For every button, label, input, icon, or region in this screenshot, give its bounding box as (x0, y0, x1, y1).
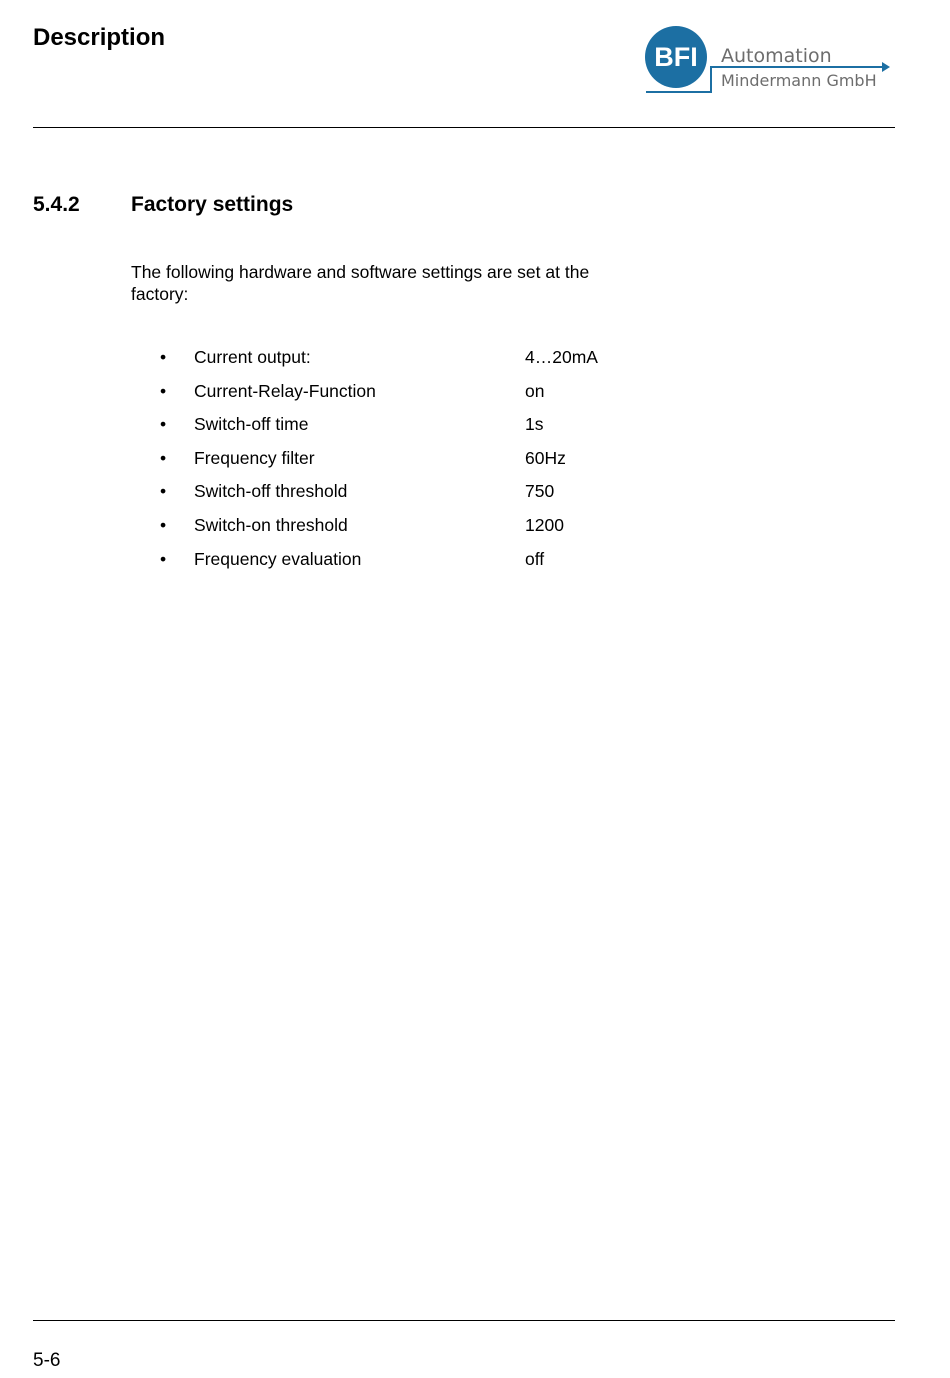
setting-label: Current output: (194, 347, 311, 367)
section-title: Factory settings (131, 193, 294, 216)
company-logo (644, 26, 894, 96)
header-divider (33, 127, 895, 128)
setting-label: Current-Relay-Function (194, 380, 376, 401)
bullet-icon: • (160, 514, 167, 535)
logo-line2: Mindermann GmbH (721, 71, 877, 90)
setting-label: Switch-off threshold (194, 481, 348, 502)
logo-line1: Automation (721, 45, 832, 67)
setting-value: 1s (525, 414, 544, 435)
intro-paragraph: The following hardware and software settings are set at the factory: (131, 262, 590, 304)
setting-value: off (525, 548, 545, 569)
section-number: 5.4.2 (33, 193, 80, 216)
bullet-icon: • (160, 481, 167, 502)
bullet-icon: • (160, 380, 167, 401)
setting-value: on (525, 380, 545, 401)
setting-label: Frequency filter (194, 447, 315, 468)
setting-value: 4…20mA (525, 347, 598, 367)
setting-value: 1200 (525, 514, 564, 535)
bullet-icon: • (160, 347, 167, 367)
page-number: 5-6 (33, 1350, 61, 1371)
setting-value: 750 (525, 481, 555, 502)
bullet-icon: • (160, 414, 167, 435)
setting-label: Switch-on threshold (194, 514, 348, 535)
header-title: Description (33, 24, 166, 51)
setting-value: 60Hz (525, 447, 566, 468)
setting-label: Switch-off time (194, 414, 309, 435)
logo-mark: BFI (654, 42, 698, 72)
setting-label: Frequency evaluation (194, 548, 362, 569)
bullet-icon: • (160, 548, 167, 569)
bullet-icon: • (160, 447, 167, 468)
footer-divider (33, 1320, 895, 1321)
